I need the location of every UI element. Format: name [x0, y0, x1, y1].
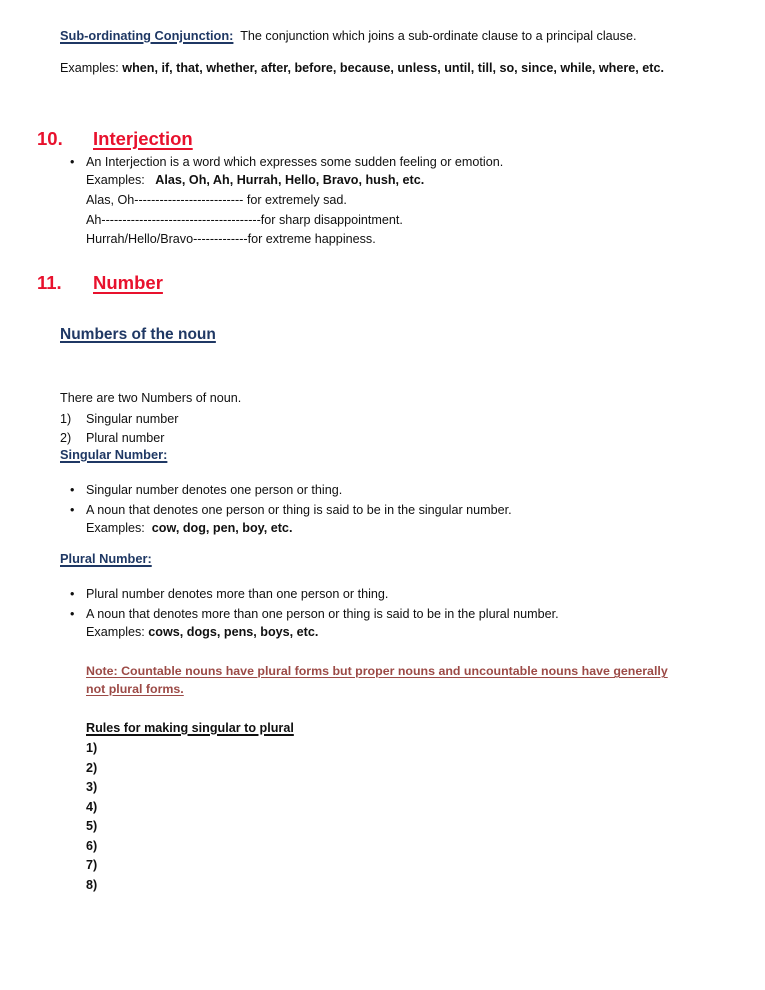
plural-examples-value: cows, dogs, pens, boys, etc.: [148, 625, 319, 639]
plural-bullet-text-2: A noun that denotes more than one person or thing is said to be in the plural number.: [86, 607, 559, 621]
singular-bullet-1: [70, 482, 342, 498]
number-type-label-2: 2): [60, 431, 72, 445]
section-heading-number: [37, 272, 163, 294]
singular-bullet-text-2: A noun that denotes one person or thing is said to be in the singular number.: [86, 503, 512, 517]
singular-number-heading: Singular Number:: [60, 447, 168, 462]
subordinating-conjunction-term: Sub-ordinating Conjunction:: [60, 28, 234, 43]
plural-bullet-1: [70, 586, 388, 602]
interjection-examples-row: [86, 174, 424, 187]
spacer-4: [145, 521, 152, 535]
singular-examples-value: cow, dog, pen, boy, etc.: [151, 521, 293, 535]
bullet-dot-icon: •: [70, 587, 75, 601]
conjunction-examples-value: when, if, that, whether, after, before, because, unless, until, till, so, since, while, where, etc.: [122, 61, 664, 75]
numbers-intro-text: There are two Numbers of noun.: [60, 391, 242, 405]
section-title-interjection: Interjection: [93, 128, 193, 149]
rule-item-3: 3): [86, 780, 98, 794]
bullet-dot-icon: •: [70, 155, 75, 169]
section-number-11: 11.: [37, 272, 62, 293]
number-type-text-1: Singular number: [86, 412, 179, 426]
rule-item-4: 4): [86, 800, 98, 814]
bullet-dot-icon: •: [70, 607, 75, 621]
interjection-usage-line-2: Ah--------------------------------------for sharp disappointment.: [86, 213, 403, 227]
singular-bullet-text-1: Singular number denotes one person or thing.: [86, 483, 343, 497]
plural-examples-row: [86, 626, 318, 639]
number-type-item-2: [60, 431, 164, 445]
rule-item-6: 6): [86, 839, 98, 853]
rule-item-7: 7): [86, 858, 98, 872]
conjunction-examples-label: Examples:: [60, 61, 119, 75]
rule-item-8: 8): [86, 878, 98, 892]
plural-number-heading: Plural Number:: [60, 551, 152, 566]
plural-examples-label: Examples:: [86, 625, 145, 639]
number-type-label-1: 1): [60, 412, 72, 426]
conjunction-examples-row: [60, 62, 664, 75]
rule-item-2: 2): [86, 761, 98, 775]
section-title-number: Number: [93, 272, 163, 293]
singular-examples-row: [86, 522, 292, 535]
plural-bullet-text-1: Plural number denotes more than one person or thing.: [86, 587, 389, 601]
rule-item-1: 1): [86, 741, 98, 755]
interjection-usage-line-3: Hurrah/Hello/Bravo-------------for extreme happiness.: [86, 232, 376, 246]
interjection-examples-label: Examples:: [86, 173, 145, 187]
subordinating-conjunction-definition: The conjunction which joins a sub-ordinate clause to a principal clause.: [240, 29, 637, 43]
rule-item-5: 5): [86, 819, 98, 833]
interjection-usage-line-1: Alas, Oh-------------------------- for extremely sad.: [86, 193, 347, 207]
plural-forms-note: Note: Countable nouns have plural forms but proper nouns and uncountable nouns have generally not plural forms.: [86, 664, 668, 696]
number-type-item-1: [60, 412, 178, 426]
rules-heading: Rules for making singular to plural: [86, 721, 294, 735]
plural-bullet-2: [70, 606, 559, 622]
subordinating-conjunction-row: [60, 30, 636, 43]
singular-examples-label: Examples:: [86, 521, 145, 535]
bullet-dot-icon: •: [70, 483, 75, 497]
interjection-definition-bullet: [70, 154, 503, 170]
numbers-of-the-noun-subheading: Numbers of the noun: [60, 326, 216, 343]
section-number-10: 10.: [37, 128, 63, 149]
interjection-examples-value: Alas, Oh, Ah, Hurrah, Hello, Bravo, hush, etc.: [155, 173, 425, 187]
singular-bullet-2: [70, 502, 512, 518]
spacer-3: [145, 173, 156, 187]
number-type-text-2: Plural number: [86, 431, 165, 445]
interjection-definition-text: An Interjection is a word which expresses some sudden feeling or emotion.: [86, 155, 504, 169]
bullet-dot-icon: •: [70, 503, 75, 517]
section-heading-interjection: [37, 128, 193, 150]
